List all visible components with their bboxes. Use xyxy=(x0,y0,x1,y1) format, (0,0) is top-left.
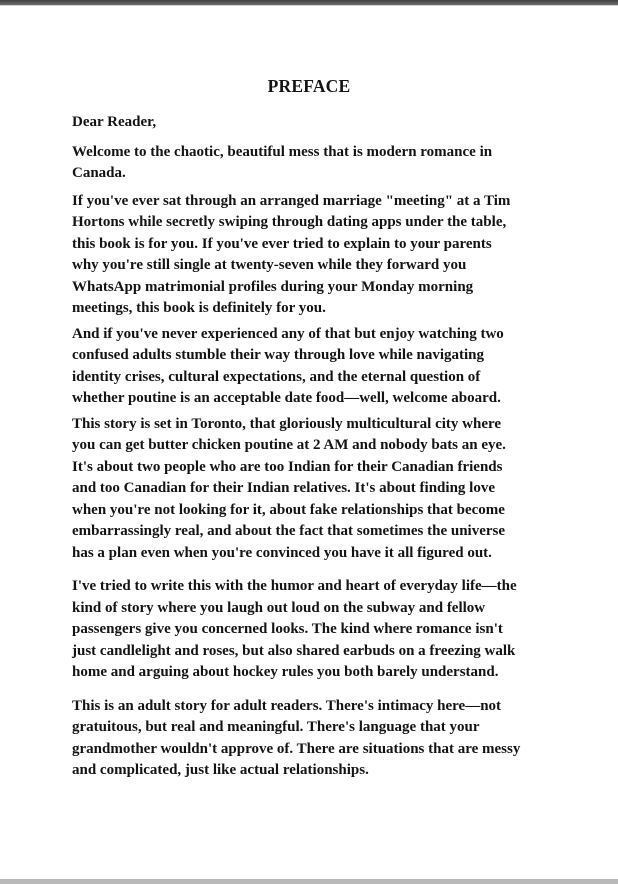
text-line: Canada. xyxy=(72,165,126,181)
text-line: embarrassingly real, and about the fact that sometimes the universe xyxy=(72,523,506,539)
text-line: just candlelight and roses, but also shared earbuds on a freezing walk xyxy=(72,642,516,659)
text-line: confused adults stumble their way through love while navigating xyxy=(72,347,484,363)
paragraph xyxy=(72,414,546,565)
paragraph xyxy=(72,576,546,684)
text-line: passengers give you concerned looks. The kind where romance isn't xyxy=(72,621,503,637)
text-line: identity crises, cultural expectations, and the eternal question of xyxy=(72,368,481,385)
paragraph xyxy=(72,324,546,410)
paragraph xyxy=(72,112,546,134)
text-line: meetings, this book is definitely for you. xyxy=(72,300,326,316)
text-line: this book is for you. If you've ever tried to explain to your parents xyxy=(72,235,492,252)
paragraph xyxy=(72,696,546,782)
text-line: Dear Reader, xyxy=(72,114,157,130)
text-line: If you've ever sat through an arranged marriage "meeting" at a Tim xyxy=(72,192,511,209)
text-line: home and arguing about hockey rules you both barely understand. xyxy=(72,664,499,680)
text-line: It's about two people who are too Indian for their Canadian friends xyxy=(72,458,503,475)
body-text xyxy=(72,112,546,782)
text-line: whether poutine is an acceptable date food—well, welcome aboard. xyxy=(72,390,501,406)
text-line: why you're still single at twenty-seven while they forward you xyxy=(72,257,467,273)
text-line: has a plan even when you're convinced you have it all figured out. xyxy=(72,544,492,561)
text-line: kind of story where you laugh out loud on the subway and fellow xyxy=(72,599,486,616)
text-line: gratuitous, but real and meaningful. There's language that your xyxy=(72,719,480,735)
text-line: you can get butter chicken poutine at 2 AM and nobody bats an eye. xyxy=(72,437,506,453)
text-line: and too Canadian for their Indian relatives. It's about finding love xyxy=(72,480,495,496)
text-line: Welcome to the chaotic, beautiful mess that is modern romance in xyxy=(72,143,493,160)
text-line: grandmother wouldn't approve of. There are situations that are messy xyxy=(72,740,521,757)
text-line: WhatsApp matrimonial profiles during your Monday morning xyxy=(72,278,474,295)
text-line: and complicated, just like actual relationships. xyxy=(72,762,369,778)
page-title: PREFACE xyxy=(267,76,351,96)
text-line: This is an adult story for adult readers. There's intimacy here—not xyxy=(72,697,502,714)
text-line: I've tried to write this with the humor and heart of everyday life—the xyxy=(72,578,517,594)
page-content xyxy=(0,6,618,782)
text-line: Hortons while secretly swiping through dating apps under the table, xyxy=(72,214,507,230)
text-line: And if you've never experienced any of that but enjoy watching two xyxy=(72,325,504,342)
window-bottom-bar xyxy=(0,879,618,884)
text-line: This story is set in Toronto, that gloriously multicultural city where xyxy=(72,415,502,432)
text-line: when you're not looking for it, about fake relationships that become xyxy=(72,501,505,518)
paragraph xyxy=(72,191,546,320)
paragraph xyxy=(72,142,546,185)
book-page xyxy=(0,6,618,879)
